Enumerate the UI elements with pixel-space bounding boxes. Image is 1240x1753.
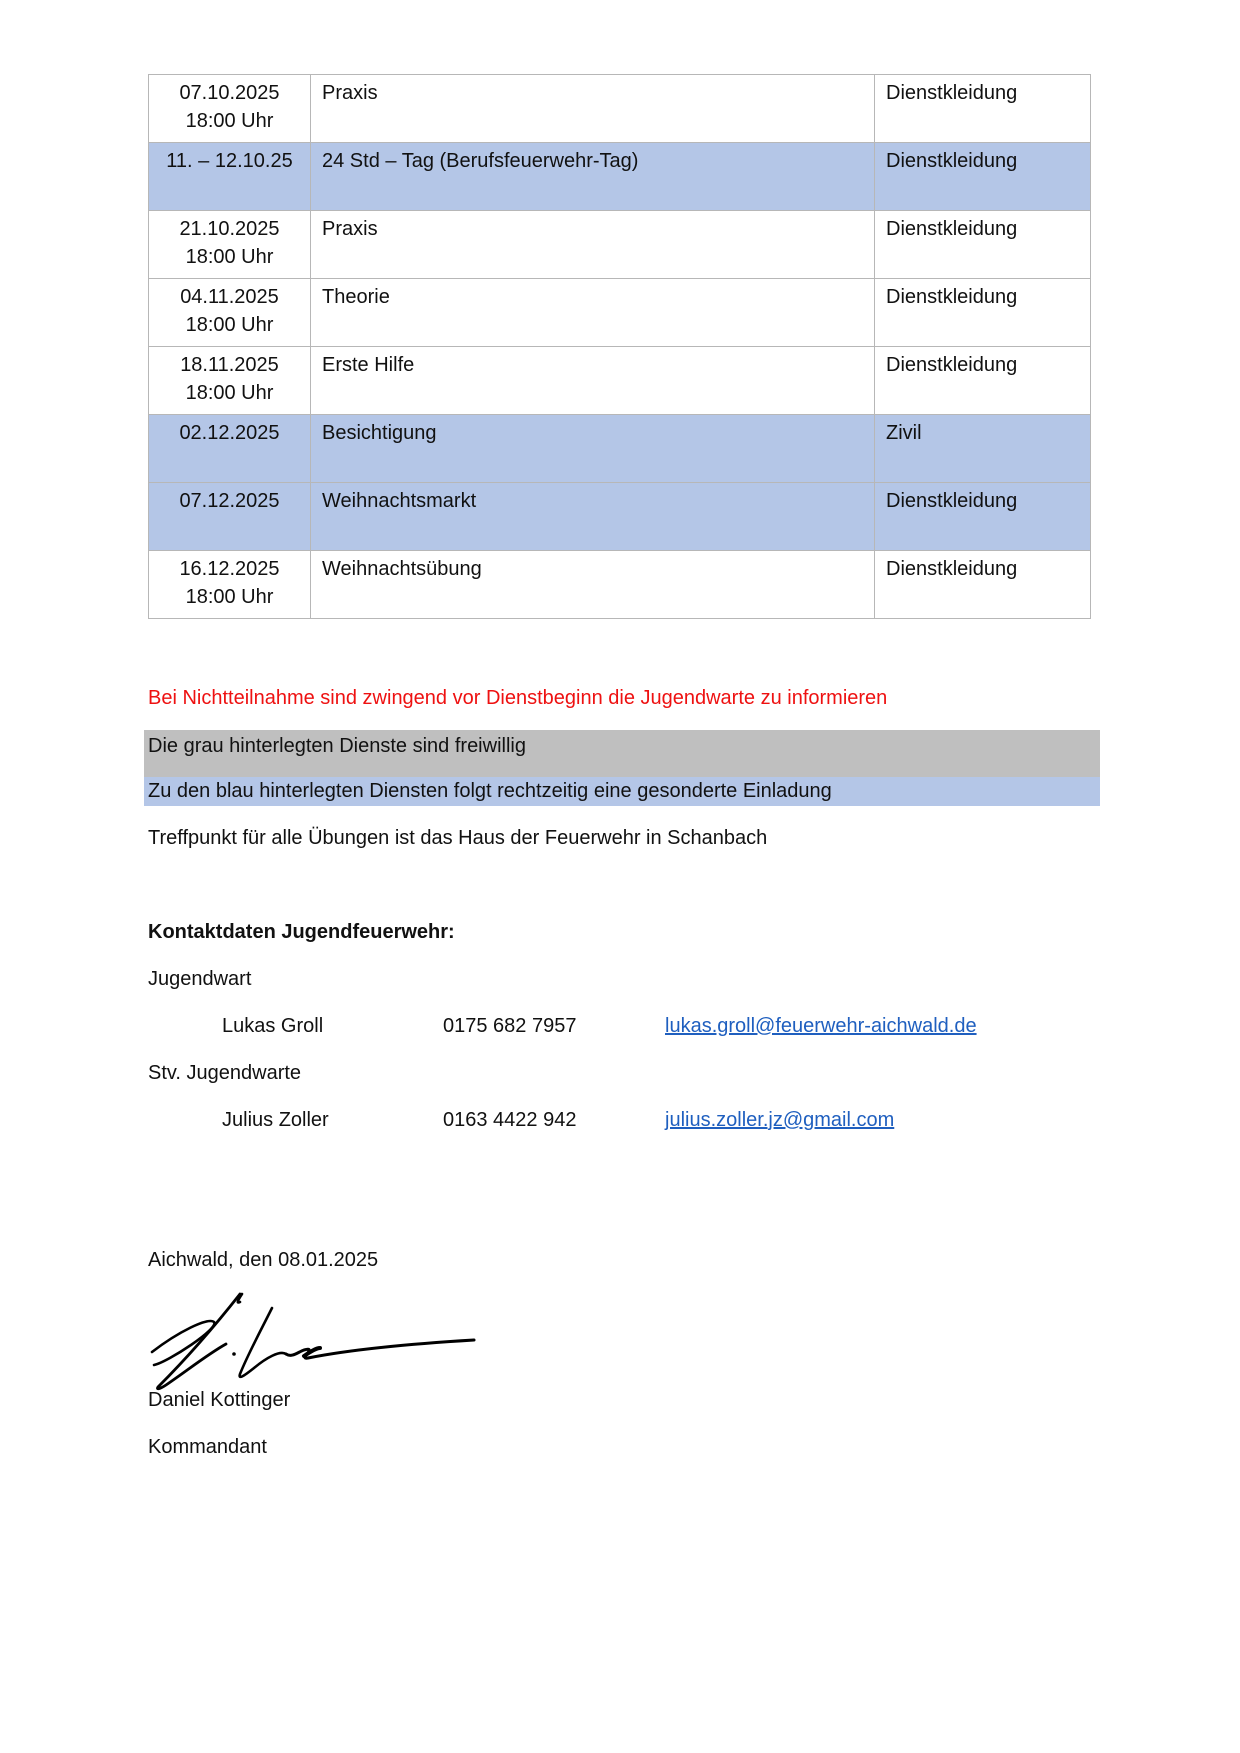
date-cell bbox=[149, 551, 311, 619]
topic-cell: Besichtigung bbox=[311, 415, 875, 483]
table-row bbox=[149, 551, 1091, 619]
warden-phone: 0175 682 7957 bbox=[443, 1015, 577, 1037]
time-text: 18:00 Uhr bbox=[185, 586, 274, 608]
time-text: 18:00 Uhr bbox=[185, 382, 274, 404]
topic-cell: Erste Hilfe bbox=[311, 347, 875, 415]
date-cell bbox=[149, 279, 311, 347]
topic-cell: Weihnachtsübung bbox=[311, 551, 875, 619]
time-text: 18:00 Uhr bbox=[185, 110, 274, 132]
warden-name: Lukas Groll bbox=[222, 1015, 324, 1037]
time-text: 18:00 Uhr bbox=[185, 246, 274, 268]
deputy-email-link[interactable]: julius.zoller.jz@gmail.com bbox=[665, 1109, 895, 1131]
dress-cell: Dienstkleidung bbox=[875, 211, 1091, 279]
date-text: 07.12.2025 bbox=[179, 490, 280, 512]
table-row bbox=[149, 143, 1091, 211]
table-row bbox=[149, 415, 1091, 483]
warden-email-link[interactable]: lukas.groll@feuerwehr-aichwald.de bbox=[665, 1015, 977, 1037]
dress-cell: Dienstkleidung bbox=[875, 143, 1091, 211]
signer-role: Kommandant bbox=[148, 1436, 267, 1458]
date-text: 07.10.2025 bbox=[179, 82, 280, 104]
table-row bbox=[149, 75, 1091, 143]
topic-cell: Praxis bbox=[311, 211, 875, 279]
place-date: Aichwald, den 08.01.2025 bbox=[148, 1249, 379, 1271]
warden-label: Jugendwart bbox=[148, 968, 252, 990]
dress-cell: Dienstkleidung bbox=[875, 279, 1091, 347]
date-text: 16.12.2025 bbox=[179, 558, 280, 580]
date-text: 21.10.2025 bbox=[179, 218, 280, 240]
topic-cell: Theorie bbox=[311, 279, 875, 347]
topic-cell: Weihnachtsmarkt bbox=[311, 483, 875, 551]
blue-legend-note: Zu den blau hinterlegten Diensten folgt rechtzeitig eine gesonderte Einladung bbox=[144, 777, 1100, 806]
schedule-table bbox=[148, 74, 1091, 619]
date-text: 02.12.2025 bbox=[179, 422, 280, 444]
topic-cell: Praxis bbox=[311, 75, 875, 143]
date-text: 11. – 12.10.25 bbox=[166, 150, 293, 172]
dress-cell: Zivil bbox=[875, 415, 1091, 483]
table-row bbox=[149, 279, 1091, 347]
deputy-label: Stv. Jugendwarte bbox=[148, 1062, 302, 1084]
table-row bbox=[149, 347, 1091, 415]
absence-warning: Bei Nichtteilnahme sind zwingend vor Dienstbeginn die Jugendwarte zu informieren bbox=[148, 687, 888, 709]
date-cell bbox=[149, 483, 311, 551]
date-cell bbox=[149, 211, 311, 279]
time-text: 18:00 Uhr bbox=[185, 314, 274, 336]
dress-cell: Dienstkleidung bbox=[875, 483, 1091, 551]
date-cell bbox=[149, 415, 311, 483]
topic-cell: 24 Std – Tag (Berufsfeuerwehr-Tag) bbox=[311, 143, 875, 211]
table-row bbox=[149, 211, 1091, 279]
deputy-phone: 0163 4422 942 bbox=[443, 1109, 577, 1131]
date-cell bbox=[149, 143, 311, 211]
dress-cell: Dienstkleidung bbox=[875, 75, 1091, 143]
table-row bbox=[149, 483, 1091, 551]
gray-legend-note: Die grau hinterlegten Dienste sind freiwillig bbox=[144, 730, 1100, 777]
date-text: 18.11.2025 bbox=[180, 354, 279, 376]
contacts-heading: Kontaktdaten Jugendfeuerwehr: bbox=[148, 921, 455, 943]
dress-cell: Dienstkleidung bbox=[875, 347, 1091, 415]
date-cell bbox=[149, 347, 311, 415]
date-cell bbox=[149, 75, 311, 143]
deputy-name: Julius Zoller bbox=[222, 1109, 329, 1131]
date-text: 04.11.2025 bbox=[180, 286, 279, 308]
meeting-point-note: Treffpunkt für alle Übungen ist das Haus der Feuerwehr in Schanbach bbox=[148, 827, 768, 849]
signature-image bbox=[148, 1292, 478, 1392]
dress-cell: Dienstkleidung bbox=[875, 551, 1091, 619]
signer-name: Daniel Kottinger bbox=[148, 1389, 291, 1411]
